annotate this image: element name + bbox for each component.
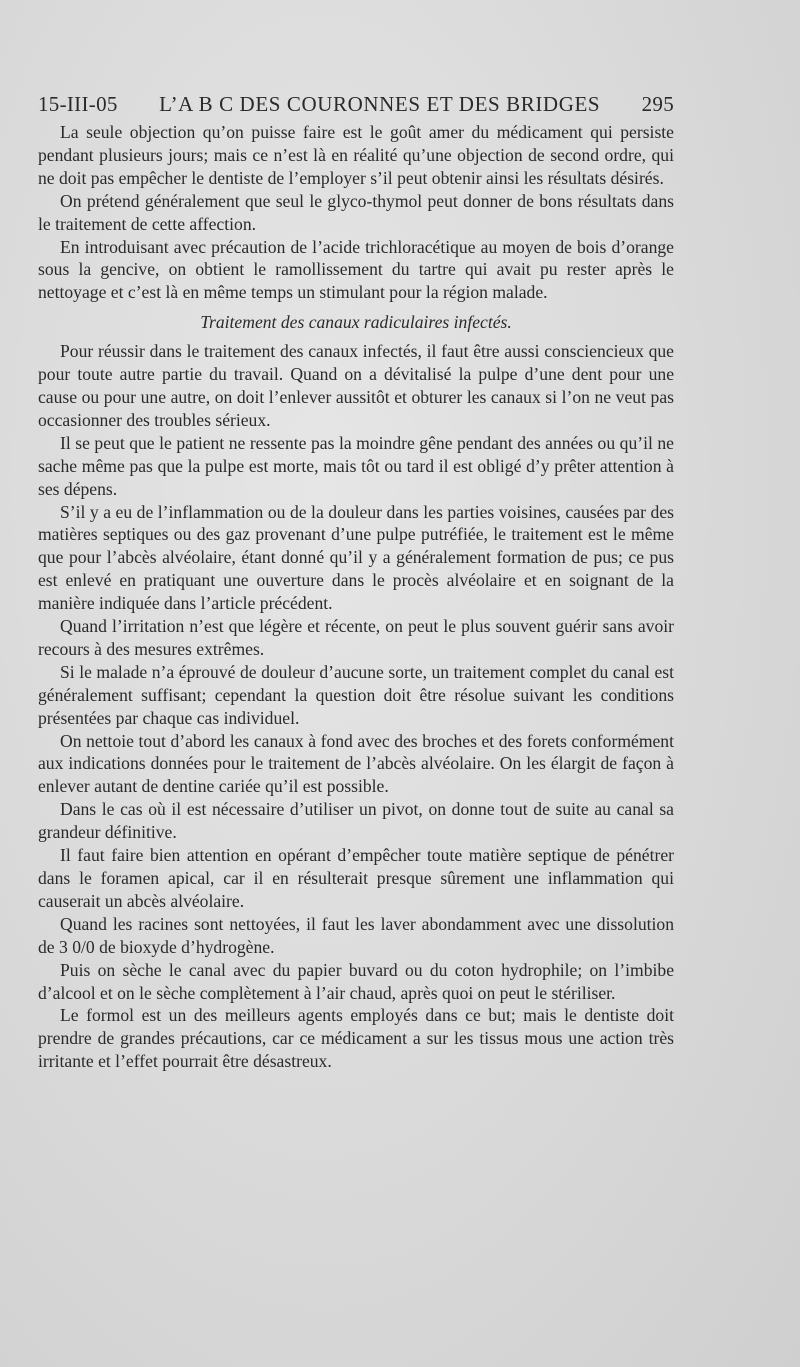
header-date: 15-III-05 [38,92,118,116]
paragraph: Le formol est un des meilleurs agents employés dans ce but; mais le dentiste doit prendre de grandes précautions, car ce médicament a sur les tissus mous une action très irritante et l’effet pourrait être désastreux. [38,1005,674,1072]
header-title: L’A B C DES COURONNES ET DES BRIDGES [159,92,601,116]
paragraph: Si le malade n’a éprouvé de douleur d’aucune sorte, un traitement complet du canal est généralement suffisant; cependant la question doit être résolue suivant les conditions présentées par chaque cas individuel. [38,661,674,728]
body-text [38,121,674,1073]
paragraph: On prétend généralement que seul le glyco-thymol peut donner de bons résultats dans le traitement de cette affection. [38,190,674,234]
paragraph: Dans le cas où il est nécessaire d’utiliser un pivot, on donne tout de suite au canal sa grandeur définitive. [38,799,674,843]
paragraph: En introduisant avec précaution de l’acide trichloracétique au moyen de bois d’orange sous la gencive, on obtient le ramollissement du tartre qui avait pu rester après le nettoyage et c’est là en même temps un stimulant pour la région malade. [38,236,674,303]
paragraph: La seule objection qu’on puisse faire est le goût amer du médicament qui persiste pendant plusieurs jours; mais ce n’est là en réalité qu’une objection de second ordre, qui ne doit pas empêcher le dentiste de l’employer s’il peut obtenir ainsi les résultats désirés. [38,122,674,188]
paragraph: Il se peut que le patient ne ressente pas la moindre gêne pendant des années ou qu’il ne sache même pas que la pulpe est morte, mais tôt ou tard il est obligé d’y prêter attention à ses dépens. [38,432,674,499]
paragraph: Quand les racines sont nettoyées, il faut les laver abondamment avec une dissolution de 3 0/0 de bioxyde d’hydrogène. [38,913,674,957]
section-heading: Traitement des canaux radiculaires infectés. [200,312,512,333]
paragraph: Pour réussir dans le traitement des canaux infectés, il faut être aussi consciencieux que pour toute autre partie du travail. Quand on a dévitalisé la pulpe d’une dent pour une cause ou pour une autre, on doit l’enlever aussitôt et obturer les canaux si l’on ne veut pas occasionner des troubles sérieux. [38,341,674,430]
page-number: 295 [641,92,674,116]
paragraph: Quand l’irritation n’est que légère et récente, on peut le plus souvent guérir sans avoir recours à des mesures extrêmes. [38,616,674,659]
paragraph: S’il y a eu de l’inflammation ou de la douleur dans les parties voisines, causées par des matières septiques ou des gaz provenant d’une pulpe putréfiée, le traitement est le même que pour l’abcès alvéolaire, étant donné qu’il y a généralement formation de pus; ce pus est enlevé en pratiquant une ouverture dans le procès alvéolaire et en soignant de la manière indiquée dans l’article précédent. [38,501,674,614]
paragraph: Puis on sèche le canal avec du papier buvard ou du coton hydrophile; on l’imbibe d’alcool et on le sèche complètement à l’air chaud, après quoi on peut le stériliser. [38,959,674,1003]
book-page [38,92,674,1073]
paragraph: On nettoie tout d’abord les canaux à fond avec des broches et des forets conformément aux indications données pour le traitement de l’abcès alvéolaire. On les élargit de façon à enlever autant de dentine cariée qu’il est possible. [38,730,674,797]
running-header [38,92,674,117]
paragraph: Il faut faire bien attention en opérant d’empêcher toute matière septique de pénétrer dans le foramen apical, car il en résulterait presque sûrement une inflammation qui causerait un abcès alvéolaire. [38,845,674,911]
